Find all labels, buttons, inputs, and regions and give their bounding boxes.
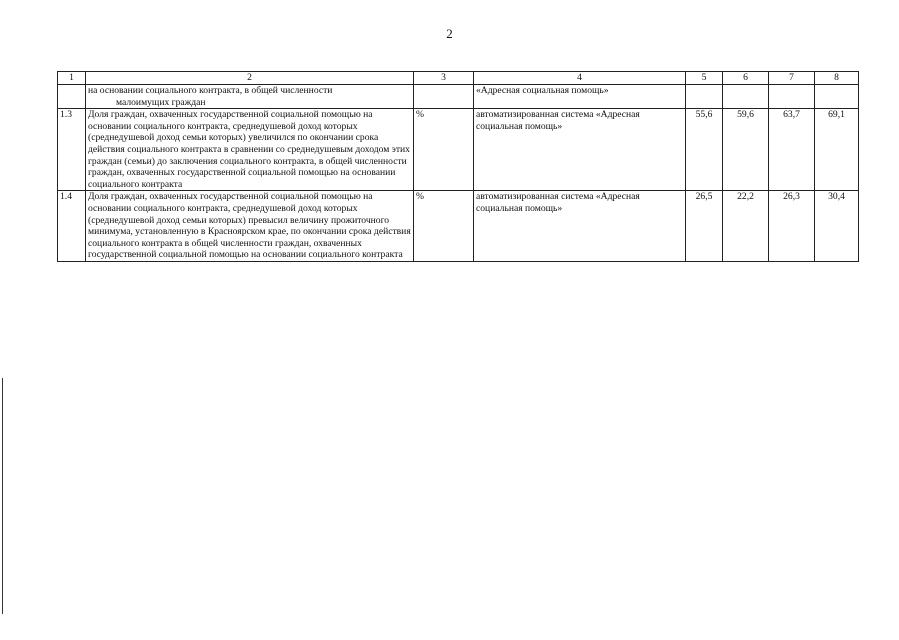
value-cell-8 [815,85,859,109]
table-row-continuation [58,85,859,109]
header-cell-4: 4 [474,72,686,85]
unit-cell: % [414,109,474,191]
table-row-1-4 [58,191,859,262]
scan-edge-line [2,378,3,614]
value-cell-5: 26,5 [686,191,723,262]
header-cell-5: 5 [686,72,723,85]
value-cell-8: 30,4 [815,191,859,262]
value-cell-7: 26,3 [769,191,815,262]
description-cell: Доля граждан, охваченных государственной социальной помощью на основании социального контракта, среднедушевой доход которых (среднедушевой доход семьи которых) увеличился по окончании срока действия социального контракта в сравнении со среднедушевым доходом этих граждан (семьи) до заключения социального контракта, в общей численности граждан, охваченных государственной социальной помощью на основании социального контракта [86,109,414,191]
row-number-cell [58,85,86,109]
value-cell-5: 55,6 [686,109,723,191]
header-cell-3: 3 [414,72,474,85]
value-cell-6: 22,2 [723,191,769,262]
header-cell-1: 1 [58,72,86,85]
description-line-1: на основании социального контракта, в общей численности [88,85,333,96]
table-header-row [58,72,859,85]
value-cell-7: 63,7 [769,109,815,191]
source-cell: автоматизированная система «Адресная социальная помощь» [474,109,686,191]
table-row-1-3 [58,109,859,191]
unit-cell: % [414,191,474,262]
header-cell-7: 7 [769,72,815,85]
value-cell-7 [769,85,815,109]
value-cell-8: 69,1 [815,109,859,191]
value-cell-6 [723,85,769,109]
value-cell-6: 59,6 [723,109,769,191]
unit-cell [414,85,474,109]
header-cell-6: 6 [723,72,769,85]
description-cell: Доля граждан, охваченных государственной социальной помощью на основании социального контракта, среднедушевой доход которых (среднедушевой доход семьи которых) превысил величину прожиточного минимума, установленную в Красноярском крае, по окончании срока действия социального контракта в общей численности граждан, охваченных государственной социальной помощью на основании социального контракта [86,191,414,262]
header-cell-2: 2 [86,72,414,85]
row-number-cell: 1.3 [58,109,86,191]
value-cell-5 [686,85,723,109]
source-cell: автоматизированная система «Адресная социальная помощь» [474,191,686,262]
page-number: 2 [446,26,453,41]
description-cell [86,85,414,109]
description-line-2: малоимущих граждан [116,96,206,108]
header-cell-8: 8 [815,72,859,85]
row-number-cell: 1.4 [58,191,86,262]
indicators-table [57,71,859,262]
source-cell: «Адресная социальная помощь» [474,85,686,109]
